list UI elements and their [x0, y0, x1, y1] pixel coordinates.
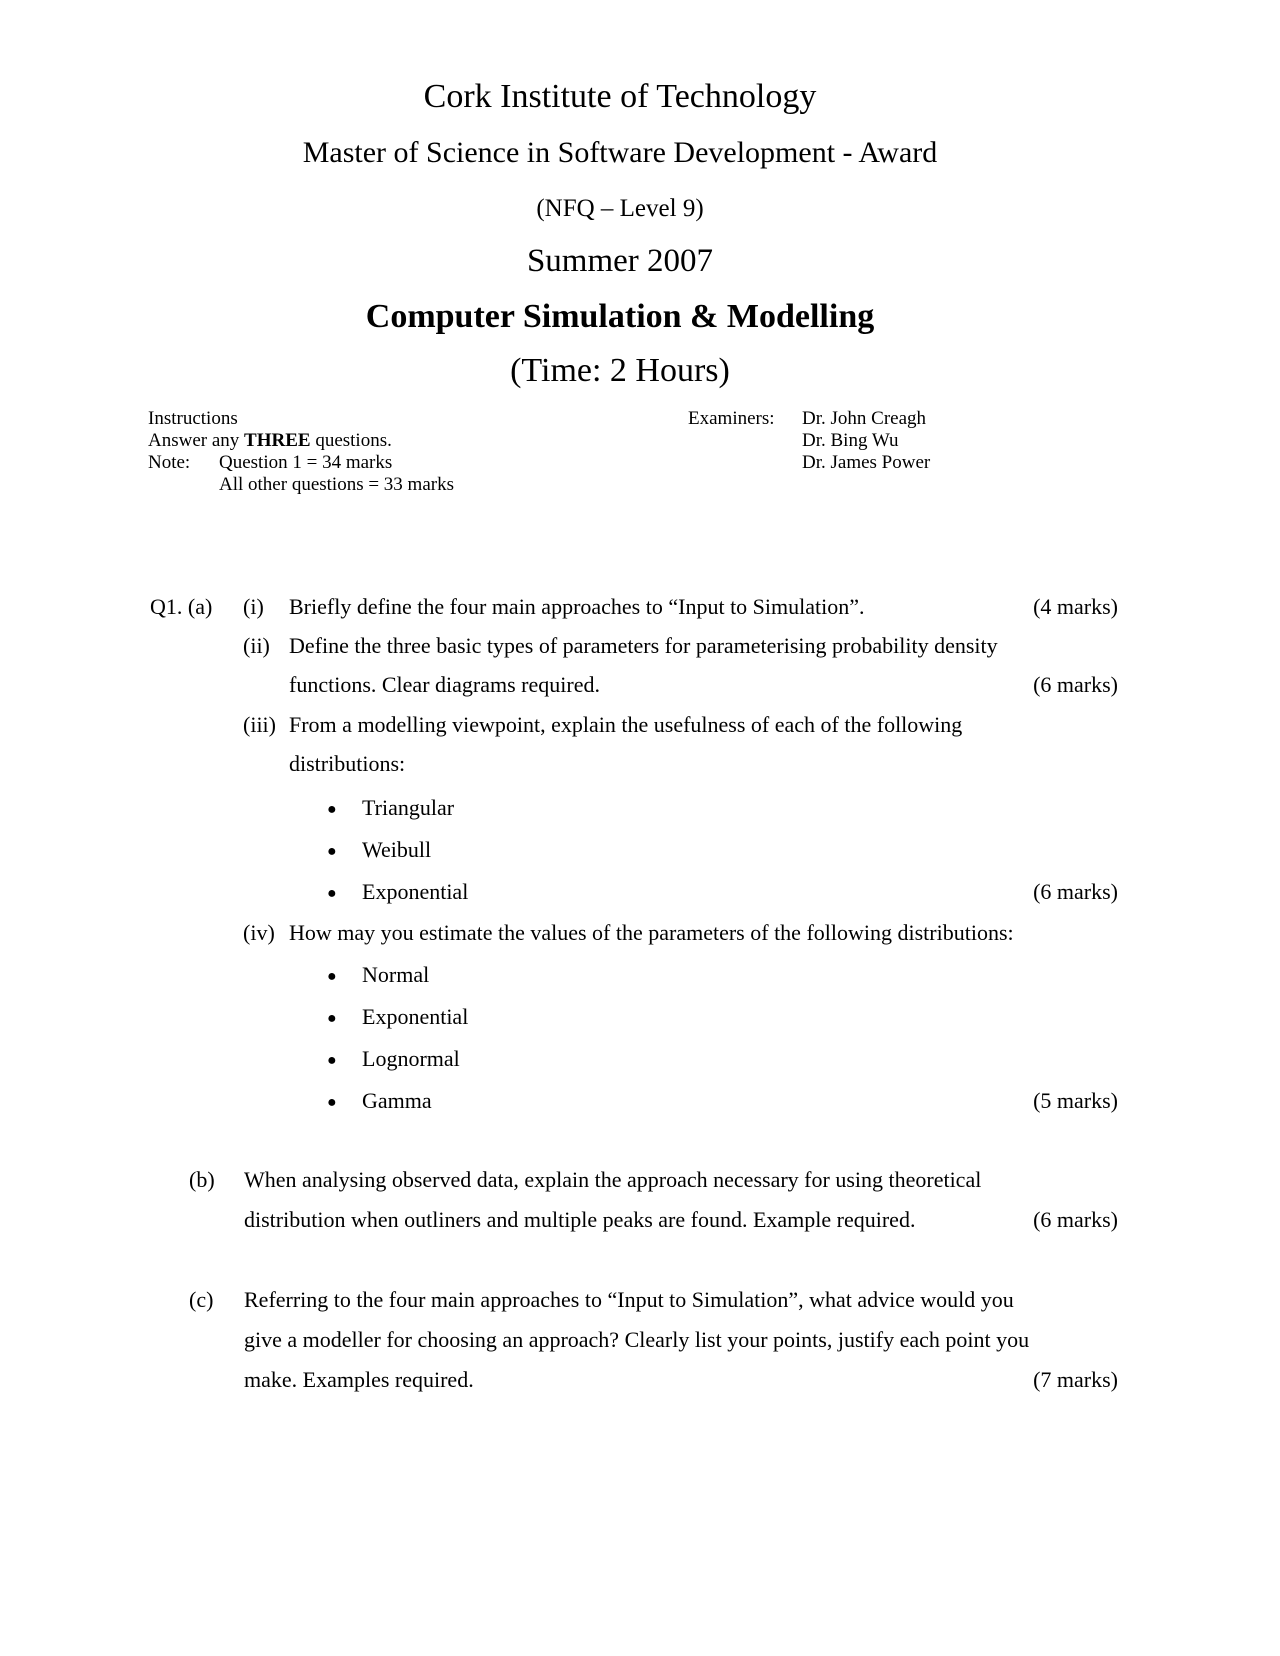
- part-b-label: (b): [189, 1167, 215, 1192]
- exam-session: Summer 2007: [526, 243, 714, 279]
- part-iii-text: distributions:: [289, 751, 406, 776]
- part-b-text: distribution when outliners and multiple peaks are found. Example required.: [244, 1207, 916, 1232]
- part-iii-text: From a modelling viewpoint, explain the usefulness of each of the following: [289, 712, 963, 737]
- bullet-icon: ●: [327, 801, 337, 818]
- marks-label: (6 marks): [1033, 1207, 1118, 1232]
- part-c-label: (c): [189, 1287, 214, 1312]
- bullet-item: Exponential: [362, 879, 469, 904]
- part-iv-text: How may you estimate the values of the parameters of the following distributions:: [289, 920, 1014, 945]
- bullet-item: Normal: [362, 962, 430, 987]
- bullet-item: Lognormal: [362, 1046, 460, 1071]
- part-number: (ii): [243, 633, 270, 658]
- bullet-icon: ●: [327, 968, 337, 985]
- bullet-item: Weibull: [362, 837, 432, 862]
- part-ii-text: Define the three basic types of parameters for parameterising probability density: [289, 633, 998, 658]
- examiner-name: Dr. James Power: [802, 452, 931, 473]
- bullet-icon: ●: [327, 1010, 337, 1027]
- part-number: (i): [243, 594, 264, 619]
- note-q1-marks: Question 1 = 34 marks: [219, 452, 393, 473]
- part-c-text: Referring to the four main approaches to “Input to Simulation”, what advice would you: [244, 1287, 1014, 1312]
- part-c-text: make. Examples required.: [244, 1367, 474, 1392]
- bullet-icon: ●: [327, 885, 337, 902]
- nfq-level: (NFQ – Level 9): [536, 195, 704, 222]
- bullet-item: Gamma: [362, 1088, 432, 1113]
- part-i-text: Briefly define the four main approaches to “Input to Simulation”.: [289, 594, 865, 619]
- bullet-item: Exponential: [362, 1004, 469, 1029]
- examiners-label: Examiners:: [688, 408, 775, 429]
- exam-duration: (Time: 2 Hours): [510, 352, 730, 389]
- part-number: (iii): [243, 712, 276, 737]
- bullet-icon: ●: [327, 1052, 337, 1069]
- note-other-marks: All other questions = 33 marks: [219, 474, 454, 495]
- part-ii-text: functions. Clear diagrams required.: [289, 672, 600, 697]
- part-b-text: When analysing observed data, explain the approach necessary for using theoretical: [244, 1167, 982, 1192]
- bullet-item: Triangular: [362, 795, 455, 820]
- bullet-icon: ●: [327, 1094, 337, 1111]
- note-label: Note:: [148, 452, 191, 473]
- programme-name: Master of Science in Software Development - Award: [302, 136, 938, 169]
- institution-name: Cork Institute of Technology: [423, 78, 817, 115]
- module-title: Computer Simulation & Modelling: [365, 298, 875, 335]
- marks-label: (7 marks): [1033, 1367, 1118, 1392]
- marks-label: (6 marks): [1033, 672, 1118, 697]
- question-1a-label: Q1. (a): [150, 594, 213, 619]
- examiner-name: Dr. John Creagh: [802, 408, 927, 429]
- instructions-answer: Answer any THREE questions.: [148, 430, 392, 451]
- part-c-text: give a modeller for choosing an approach? Clearly list your points, justify each point you: [244, 1327, 1030, 1352]
- marks-label: (6 marks): [1033, 879, 1118, 904]
- examiner-name: Dr. Bing Wu: [802, 430, 899, 451]
- bullet-icon: ●: [327, 843, 337, 860]
- instructions-heading: Instructions: [148, 408, 238, 429]
- marks-label: (5 marks): [1033, 1088, 1118, 1113]
- marks-label: (4 marks): [1033, 594, 1118, 619]
- part-number: (iv): [243, 920, 275, 945]
